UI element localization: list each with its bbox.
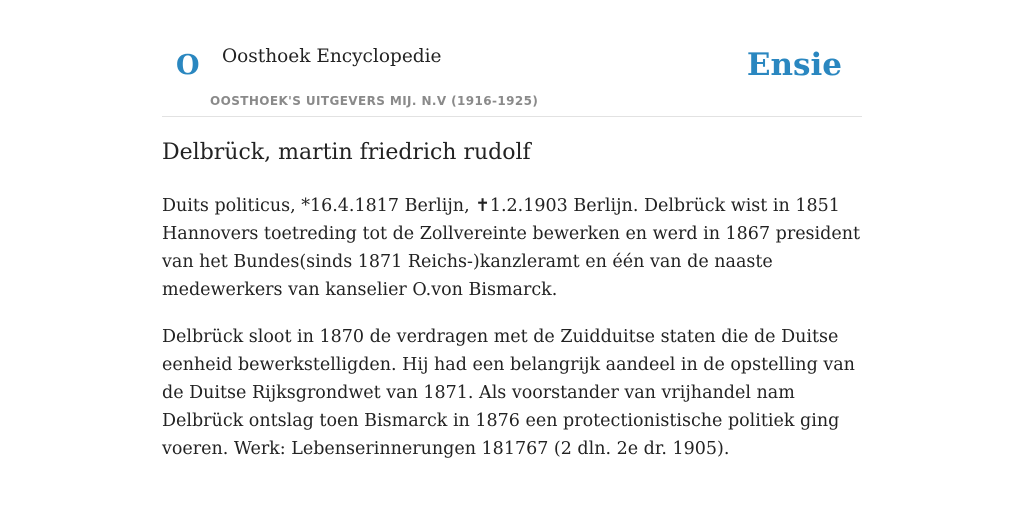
entry-body: [162, 192, 862, 482]
page-container: [162, 0, 862, 459]
entry-title: Delbrück, martin friedrich rudolf: [162, 140, 531, 165]
source-title-link[interactable]: Oosthoek Encyclopedie: [222, 46, 442, 67]
source-header: [162, 0, 862, 117]
source-logo[interactable]: O: [176, 50, 200, 81]
ensie-logo-link[interactable]: Ensie: [746, 47, 842, 83]
entry-paragraph: Duits politicus, *16.4.1817 Berlijn, ✝1.2.1903 Berlijn. Delbrück wist in 1851 Hannovers toetreding tot de Zollvereinte bewerken en werd in 1867 president van het Bundes(sinds 1871 Reichs-)kanzleramt en één van de naaste medewerkers van kanselier O.von Bismarck.: [162, 196, 861, 300]
entry-paragraph: Delbrück sloot in 1870 de verdragen met de Zuidduitse staten die de Duitse eenheid bewerkstelligden. Hij had een belangrijk aandeel in de opstelling van de Duitse Rijksgrondwet van 1871. Als voorstander van vrijhandel nam Delbrück ontslag toen Bismarck in 1876 een protectionistische politiek ging voeren. Werk: Lebenserinnerungen 181767 (2 dln. 2e dr. 1905).: [162, 327, 855, 459]
publisher-label: OOSTHOEK'S UITGEVERS MIJ. N.V (1916-1925): [210, 94, 539, 108]
